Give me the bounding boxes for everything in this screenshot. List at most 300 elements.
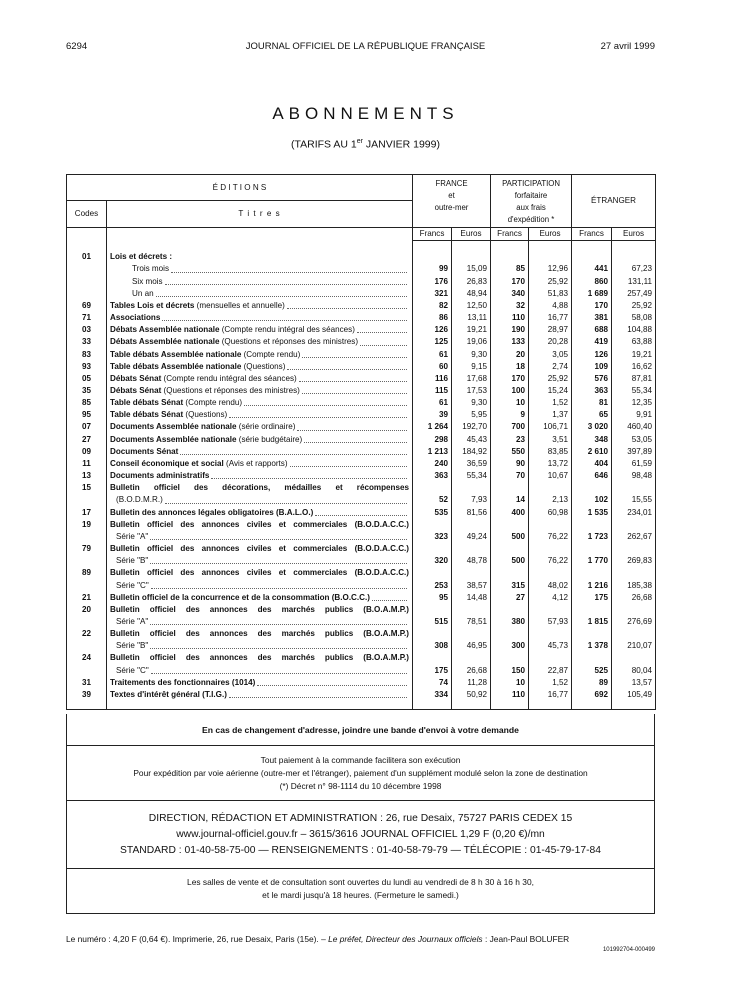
price-france-euros: 9,30 [452, 397, 491, 409]
price-etranger-euros: 234,01 [612, 507, 656, 519]
price-etranger-euros: 460,40 [612, 421, 656, 433]
price-etranger-euros: 210,07 [612, 640, 656, 652]
price-etranger-euros: 262,67 [612, 531, 656, 543]
row-title [107, 652, 413, 664]
table-row [67, 531, 656, 543]
footer-price: Le numéro : 4,20 F (0,64 €). Imprimerie, 26, rue Desaix, Paris (15e). – [66, 934, 329, 944]
price-france-francs [413, 567, 452, 579]
table-row [67, 300, 656, 312]
row-title-detail: (Questions et réponses des ministres) [219, 337, 359, 347]
table-row [67, 567, 656, 579]
price-etranger-euros [612, 543, 656, 555]
row-code: 27 [67, 434, 107, 446]
address-change-notice: En cas de changement d'adresse, joindre une bande d'envoi à votre demande [66, 714, 655, 746]
direction-phones: STANDARD : 01-40-58-75-00 — RENSEIGNEMENTS : 01-40-58-79-79 — TÉLÉCOPIE : 01-45-79-17-84 [120, 845, 601, 856]
participation-francs: 27 [491, 592, 529, 604]
row-code [67, 665, 107, 677]
dot-leader [229, 409, 407, 418]
price-etranger-francs: 1 815 [572, 616, 612, 628]
price-france-francs: 99 [413, 263, 452, 275]
participation-francs: 18 [491, 361, 529, 373]
price-france-euros: 12,50 [452, 300, 491, 312]
row-title-text: Bulletin officiel des annonces des marchés publics (B.O.A.M.P.) [110, 604, 409, 614]
dot-leader [165, 494, 407, 503]
footer-name: : Jean-Paul BOLUFER [482, 934, 570, 944]
participation-euros [529, 567, 572, 579]
price-etranger-francs: 860 [572, 276, 612, 288]
price-france-euros: 17,68 [452, 373, 491, 385]
row-code [67, 555, 107, 567]
price-etranger-euros: 19,21 [612, 349, 656, 361]
row-title-detail: (Questions) [241, 361, 286, 371]
price-france-francs: 61 [413, 349, 452, 361]
price-france-francs [413, 482, 452, 494]
dot-leader [290, 458, 407, 467]
row-title [107, 421, 413, 433]
price-etranger-euros: 25,92 [612, 300, 656, 312]
participation-francs: 340 [491, 288, 529, 300]
price-france-francs: 535 [413, 507, 452, 519]
table-row [67, 628, 656, 640]
price-france-euros: 5,95 [452, 409, 491, 421]
price-france-euros: 45,43 [452, 434, 491, 446]
price-etranger-euros: 55,34 [612, 385, 656, 397]
participation-francs: 10 [491, 397, 529, 409]
row-title-detail: (Compte rendu intégral des séances) [161, 373, 297, 383]
participation-euros: 48,02 [529, 580, 572, 592]
price-etranger-euros: 131,11 [612, 276, 656, 288]
row-title-text: Documents Assemblée nationale [110, 422, 237, 432]
table-row [67, 555, 656, 567]
row-title-text: Table débats Assemblée nationale [110, 349, 242, 359]
price-france-euros: 38,57 [452, 580, 491, 592]
price-france-euros: 9,15 [452, 361, 491, 373]
price-france-euros: 50,92 [452, 689, 491, 701]
table-row [67, 361, 656, 373]
row-code: 71 [67, 312, 107, 324]
price-france-euros: 49,24 [452, 531, 491, 543]
row-title [107, 640, 413, 652]
sales-hours [66, 869, 655, 914]
participation-euros: 16,77 [529, 689, 572, 701]
price-france-francs: 74 [413, 677, 452, 689]
francs-header: Francs [491, 227, 529, 240]
row-title-text: Série "A" [116, 531, 149, 541]
participation-euros: 106,71 [529, 421, 572, 433]
row-title-text: Bulletin officiel des annonces civiles et commerciales (B.O.D.A.C.C.) [110, 519, 409, 529]
participation-euros [529, 251, 572, 263]
participation-euros: 57,93 [529, 616, 572, 628]
subtitle-suffix: JANVIER 1999) [362, 138, 440, 151]
participation-euros: 4,12 [529, 592, 572, 604]
dot-leader [257, 677, 407, 686]
participation-euros: 25,92 [529, 373, 572, 385]
row-title [107, 543, 413, 555]
row-title [107, 458, 413, 470]
page-title: ABONNEMENTS [272, 104, 459, 123]
price-etranger-francs [572, 652, 612, 664]
row-code [67, 494, 107, 506]
participation-euros: 20,28 [529, 336, 572, 348]
participation-euros: 10,67 [529, 470, 572, 482]
price-etranger-francs: 170 [572, 300, 612, 312]
dot-leader [297, 421, 407, 430]
page-number: 6294 [66, 41, 88, 52]
row-title [107, 580, 413, 592]
row-title-text: Conseil économique et social [110, 458, 224, 468]
subtitle-superscript: er [356, 138, 363, 145]
price-etranger-francs: 65 [572, 409, 612, 421]
row-code [67, 531, 107, 543]
price-france-francs: 176 [413, 276, 452, 288]
participation-euros: 16,77 [529, 312, 572, 324]
participation-euros: 12,96 [529, 263, 572, 275]
price-etranger-francs: 102 [572, 494, 612, 506]
row-title-text: Série "C" [116, 580, 149, 590]
table-row [67, 543, 656, 555]
row-title [107, 288, 413, 300]
participation-euros: 1,52 [529, 397, 572, 409]
row-title [107, 677, 413, 689]
row-code: 07 [67, 421, 107, 433]
direction-address: DIRECTION, RÉDACTION ET ADMINISTRATION : 26, rue Desaix, 75727 PARIS CEDEX 15 [148, 813, 573, 824]
dot-leader [287, 300, 407, 309]
price-etranger-francs [572, 543, 612, 555]
row-title [107, 592, 413, 604]
table-row [67, 470, 656, 482]
row-title-detail: (Compte rendu) [241, 349, 301, 359]
price-etranger-francs: 525 [572, 665, 612, 677]
participation-francs: 700 [491, 421, 529, 433]
participation-euros: 83,85 [529, 446, 572, 458]
price-etranger-euros: 67,23 [612, 263, 656, 275]
price-france-francs: 240 [413, 458, 452, 470]
price-etranger-euros: 105,49 [612, 689, 656, 701]
price-france-francs: 1 264 [413, 421, 452, 433]
dot-leader [162, 312, 407, 321]
price-france-francs: 363 [413, 470, 452, 482]
row-title [107, 531, 413, 543]
price-etranger-francs: 404 [572, 458, 612, 470]
price-france-francs: 116 [413, 373, 452, 385]
dot-leader [151, 665, 407, 674]
participation-euros: 76,22 [529, 531, 572, 543]
dot-leader [357, 324, 407, 333]
dot-leader [150, 640, 407, 649]
participation-francs: 300 [491, 640, 529, 652]
price-etranger-euros [612, 519, 656, 531]
price-etranger-euros: 269,83 [612, 555, 656, 567]
france-header: FRANCE et outre-mer [413, 175, 491, 228]
row-title-text: Table débats Sénat [110, 398, 184, 408]
footer-imprint [66, 934, 655, 944]
dot-leader [150, 555, 407, 564]
price-france-francs: 61 [413, 397, 452, 409]
price-etranger-francs: 1 770 [572, 555, 612, 567]
price-etranger-francs: 692 [572, 689, 612, 701]
participation-francs: 20 [491, 349, 529, 361]
participation-euros [529, 604, 572, 616]
row-title-text: Lois et décrets : [110, 252, 173, 262]
row-title-text: Série "B" [116, 641, 149, 651]
table-row [67, 494, 656, 506]
price-france-euros: 26,83 [452, 276, 491, 288]
direction-web: www.journal-officiel.gouv.fr – 3615/3616 JOURNAL OFFICIEL 1,29 F (0,20 €)/mn [176, 829, 545, 840]
participation-euros [529, 628, 572, 640]
participation-francs: 170 [491, 373, 529, 385]
price-france-francs: 60 [413, 361, 452, 373]
price-etranger-euros: 9,91 [612, 409, 656, 421]
table-row [67, 580, 656, 592]
price-etranger-francs: 109 [572, 361, 612, 373]
participation-francs: 133 [491, 336, 529, 348]
price-france-euros [452, 519, 491, 531]
price-france-euros [452, 604, 491, 616]
row-title [107, 251, 413, 263]
participation-euros: 2,13 [529, 494, 572, 506]
participation-francs [491, 604, 529, 616]
price-france-euros: 9,30 [452, 349, 491, 361]
row-title [107, 604, 413, 616]
participation-francs: 9 [491, 409, 529, 421]
price-etranger-francs: 646 [572, 470, 612, 482]
row-title-text: Série "B" [116, 556, 149, 566]
price-etranger-francs: 89 [572, 677, 612, 689]
price-france-francs [413, 251, 452, 263]
row-title [107, 470, 413, 482]
dot-leader [165, 276, 407, 285]
dot-leader [150, 616, 407, 625]
row-title [107, 628, 413, 640]
row-title-text: Documents Sénat [110, 446, 179, 456]
price-france-euros: 17,53 [452, 385, 491, 397]
participation-francs: 170 [491, 276, 529, 288]
participation-francs: 150 [491, 665, 529, 677]
participation-francs [491, 628, 529, 640]
price-france-francs: 515 [413, 616, 452, 628]
price-france-francs: 1 213 [413, 446, 452, 458]
participation-euros [529, 482, 572, 494]
table-row [67, 434, 656, 446]
table-row [67, 324, 656, 336]
price-etranger-francs: 363 [572, 385, 612, 397]
price-france-francs: 321 [413, 288, 452, 300]
price-france-euros: 36,59 [452, 458, 491, 470]
row-code [67, 580, 107, 592]
price-france-euros: 55,34 [452, 470, 491, 482]
row-code: 79 [67, 543, 107, 555]
participation-francs: 380 [491, 616, 529, 628]
participation-francs: 14 [491, 494, 529, 506]
table-row [67, 458, 656, 470]
dot-leader [156, 288, 407, 297]
euros-header: Euros [452, 227, 491, 240]
price-france-francs: 39 [413, 409, 452, 421]
price-etranger-euros: 276,69 [612, 616, 656, 628]
row-code: 09 [67, 446, 107, 458]
row-title-detail: (série ordinaire) [236, 422, 296, 432]
sales-line: Les salles de vente et de consultation sont ouvertes du lundi au vendredi de 8 h 30 à 16 h 30, [187, 877, 534, 887]
row-title [107, 555, 413, 567]
row-title [107, 336, 413, 348]
codes-header: Codes [67, 201, 107, 227]
price-etranger-francs: 419 [572, 336, 612, 348]
price-etranger-francs [572, 604, 612, 616]
participation-francs: 500 [491, 555, 529, 567]
price-france-euros [452, 543, 491, 555]
price-france-euros: 19,06 [452, 336, 491, 348]
price-france-francs: 86 [413, 312, 452, 324]
dot-leader [244, 397, 407, 406]
participation-euros: 25,92 [529, 276, 572, 288]
row-code [67, 640, 107, 652]
row-title-text: Textes d'intérêt général (T.I.G.) [110, 689, 227, 699]
table-row [67, 349, 656, 361]
price-etranger-francs: 3 020 [572, 421, 612, 433]
row-title-text: (B.O.D.M.R.) [116, 495, 163, 505]
row-title-detail: (série budgétaire) [236, 434, 303, 444]
dot-leader [150, 531, 407, 540]
price-france-euros [452, 251, 491, 263]
row-title [107, 494, 413, 506]
participation-euros: 15,24 [529, 385, 572, 397]
price-france-euros [452, 482, 491, 494]
price-france-euros [452, 628, 491, 640]
participation-francs: 70 [491, 470, 529, 482]
participation-euros: 45,73 [529, 640, 572, 652]
row-title [107, 409, 413, 421]
price-etranger-euros: 16,62 [612, 361, 656, 373]
row-code: 33 [67, 336, 107, 348]
price-france-francs: 115 [413, 385, 452, 397]
row-title [107, 300, 413, 312]
row-title [107, 446, 413, 458]
row-title-text: Six mois [132, 276, 163, 286]
row-code: 19 [67, 519, 107, 531]
participation-francs: 500 [491, 531, 529, 543]
participation-francs: 550 [491, 446, 529, 458]
price-france-euros: 15,09 [452, 263, 491, 275]
price-etranger-euros: 185,38 [612, 580, 656, 592]
price-etranger-francs: 1 216 [572, 580, 612, 592]
price-etranger-euros [612, 628, 656, 640]
price-france-euros: 48,78 [452, 555, 491, 567]
row-code: 01 [67, 251, 107, 263]
price-france-francs: 253 [413, 580, 452, 592]
price-etranger-francs: 381 [572, 312, 612, 324]
participation-euros: 3,51 [529, 434, 572, 446]
subscription-table [66, 174, 656, 710]
price-france-francs: 334 [413, 689, 452, 701]
dot-leader [360, 336, 407, 345]
table-row [67, 276, 656, 288]
row-title [107, 312, 413, 324]
price-etranger-francs [572, 628, 612, 640]
row-title [107, 361, 413, 373]
dot-leader [229, 689, 407, 698]
row-title [107, 324, 413, 336]
table-row [67, 616, 656, 628]
price-france-francs: 320 [413, 555, 452, 567]
participation-euros: 4,88 [529, 300, 572, 312]
price-etranger-francs: 1 689 [572, 288, 612, 300]
row-code: 39 [67, 689, 107, 701]
participation-francs: 90 [491, 458, 529, 470]
row-title-detail: (Compte rendu) [183, 398, 243, 408]
table-row [67, 519, 656, 531]
price-france-euros: 13,11 [452, 312, 491, 324]
price-etranger-francs [572, 567, 612, 579]
journal-title: JOURNAL OFFICIEL DE LA RÉPUBLIQUE FRANÇAISE [245, 41, 486, 52]
participation-euros: 3,05 [529, 349, 572, 361]
row-code: 21 [67, 592, 107, 604]
dot-leader [315, 507, 407, 516]
price-etranger-francs [572, 482, 612, 494]
price-etranger-francs [572, 519, 612, 531]
participation-francs [491, 652, 529, 664]
row-title-text: Bulletin officiel de la concurrence et de la consommation (B.O.C.C.) [110, 592, 370, 602]
participation-francs [491, 543, 529, 555]
row-code: 15 [67, 482, 107, 494]
price-france-euros: 48,94 [452, 288, 491, 300]
row-title-text: Table débats Assemblée nationale [110, 361, 242, 371]
price-etranger-francs: 441 [572, 263, 612, 275]
price-france-euros: 81,56 [452, 507, 491, 519]
row-code: 05 [67, 373, 107, 385]
participation-euros [529, 652, 572, 664]
price-france-francs: 126 [413, 324, 452, 336]
participation-header: PARTICIPATION forfaitaire aux frais d'expédition * [491, 175, 572, 228]
row-title [107, 349, 413, 361]
participation-euros: 13,72 [529, 458, 572, 470]
row-title [107, 482, 413, 494]
table-row [67, 263, 656, 275]
row-code [67, 288, 107, 300]
price-etranger-euros: 53,05 [612, 434, 656, 446]
price-etranger-euros: 26,68 [612, 592, 656, 604]
payment-line: Tout paiement à la commande facilitera son exécution [260, 755, 461, 765]
page-subtitle [0, 138, 731, 151]
row-code: 03 [67, 324, 107, 336]
row-title [107, 616, 413, 628]
row-title-detail: (mensuelles et annuelle) [194, 300, 285, 310]
price-france-francs: 323 [413, 531, 452, 543]
row-title-text: Traitements des fonctionnaires (1014) [110, 677, 256, 687]
table-row [67, 640, 656, 652]
table-row [67, 336, 656, 348]
price-france-francs [413, 628, 452, 640]
row-title-text: Table débats Sénat [110, 410, 184, 420]
row-title-text: Bulletin officiel des annonces des marchés publics (B.O.A.M.P.) [110, 653, 409, 663]
dot-leader [180, 446, 407, 455]
row-title-text: Bulletin officiel des annonces civiles et commerciales (B.O.D.A.C.C.) [110, 568, 409, 578]
table-row [67, 665, 656, 677]
row-title-text: Série "A" [116, 616, 149, 626]
participation-francs [491, 482, 529, 494]
row-title-text: Débats Sénat [110, 386, 162, 395]
participation-francs [491, 567, 529, 579]
table-row [67, 482, 656, 494]
participation-euros: 22,87 [529, 665, 572, 677]
price-etranger-euros: 63,88 [612, 336, 656, 348]
price-etranger-francs: 348 [572, 434, 612, 446]
row-code: 95 [67, 409, 107, 421]
participation-francs: 190 [491, 324, 529, 336]
issue-date: 27 avril 1999 [600, 41, 655, 52]
price-etranger-francs: 1 378 [572, 640, 612, 652]
row-code: 13 [67, 470, 107, 482]
participation-francs: 110 [491, 312, 529, 324]
